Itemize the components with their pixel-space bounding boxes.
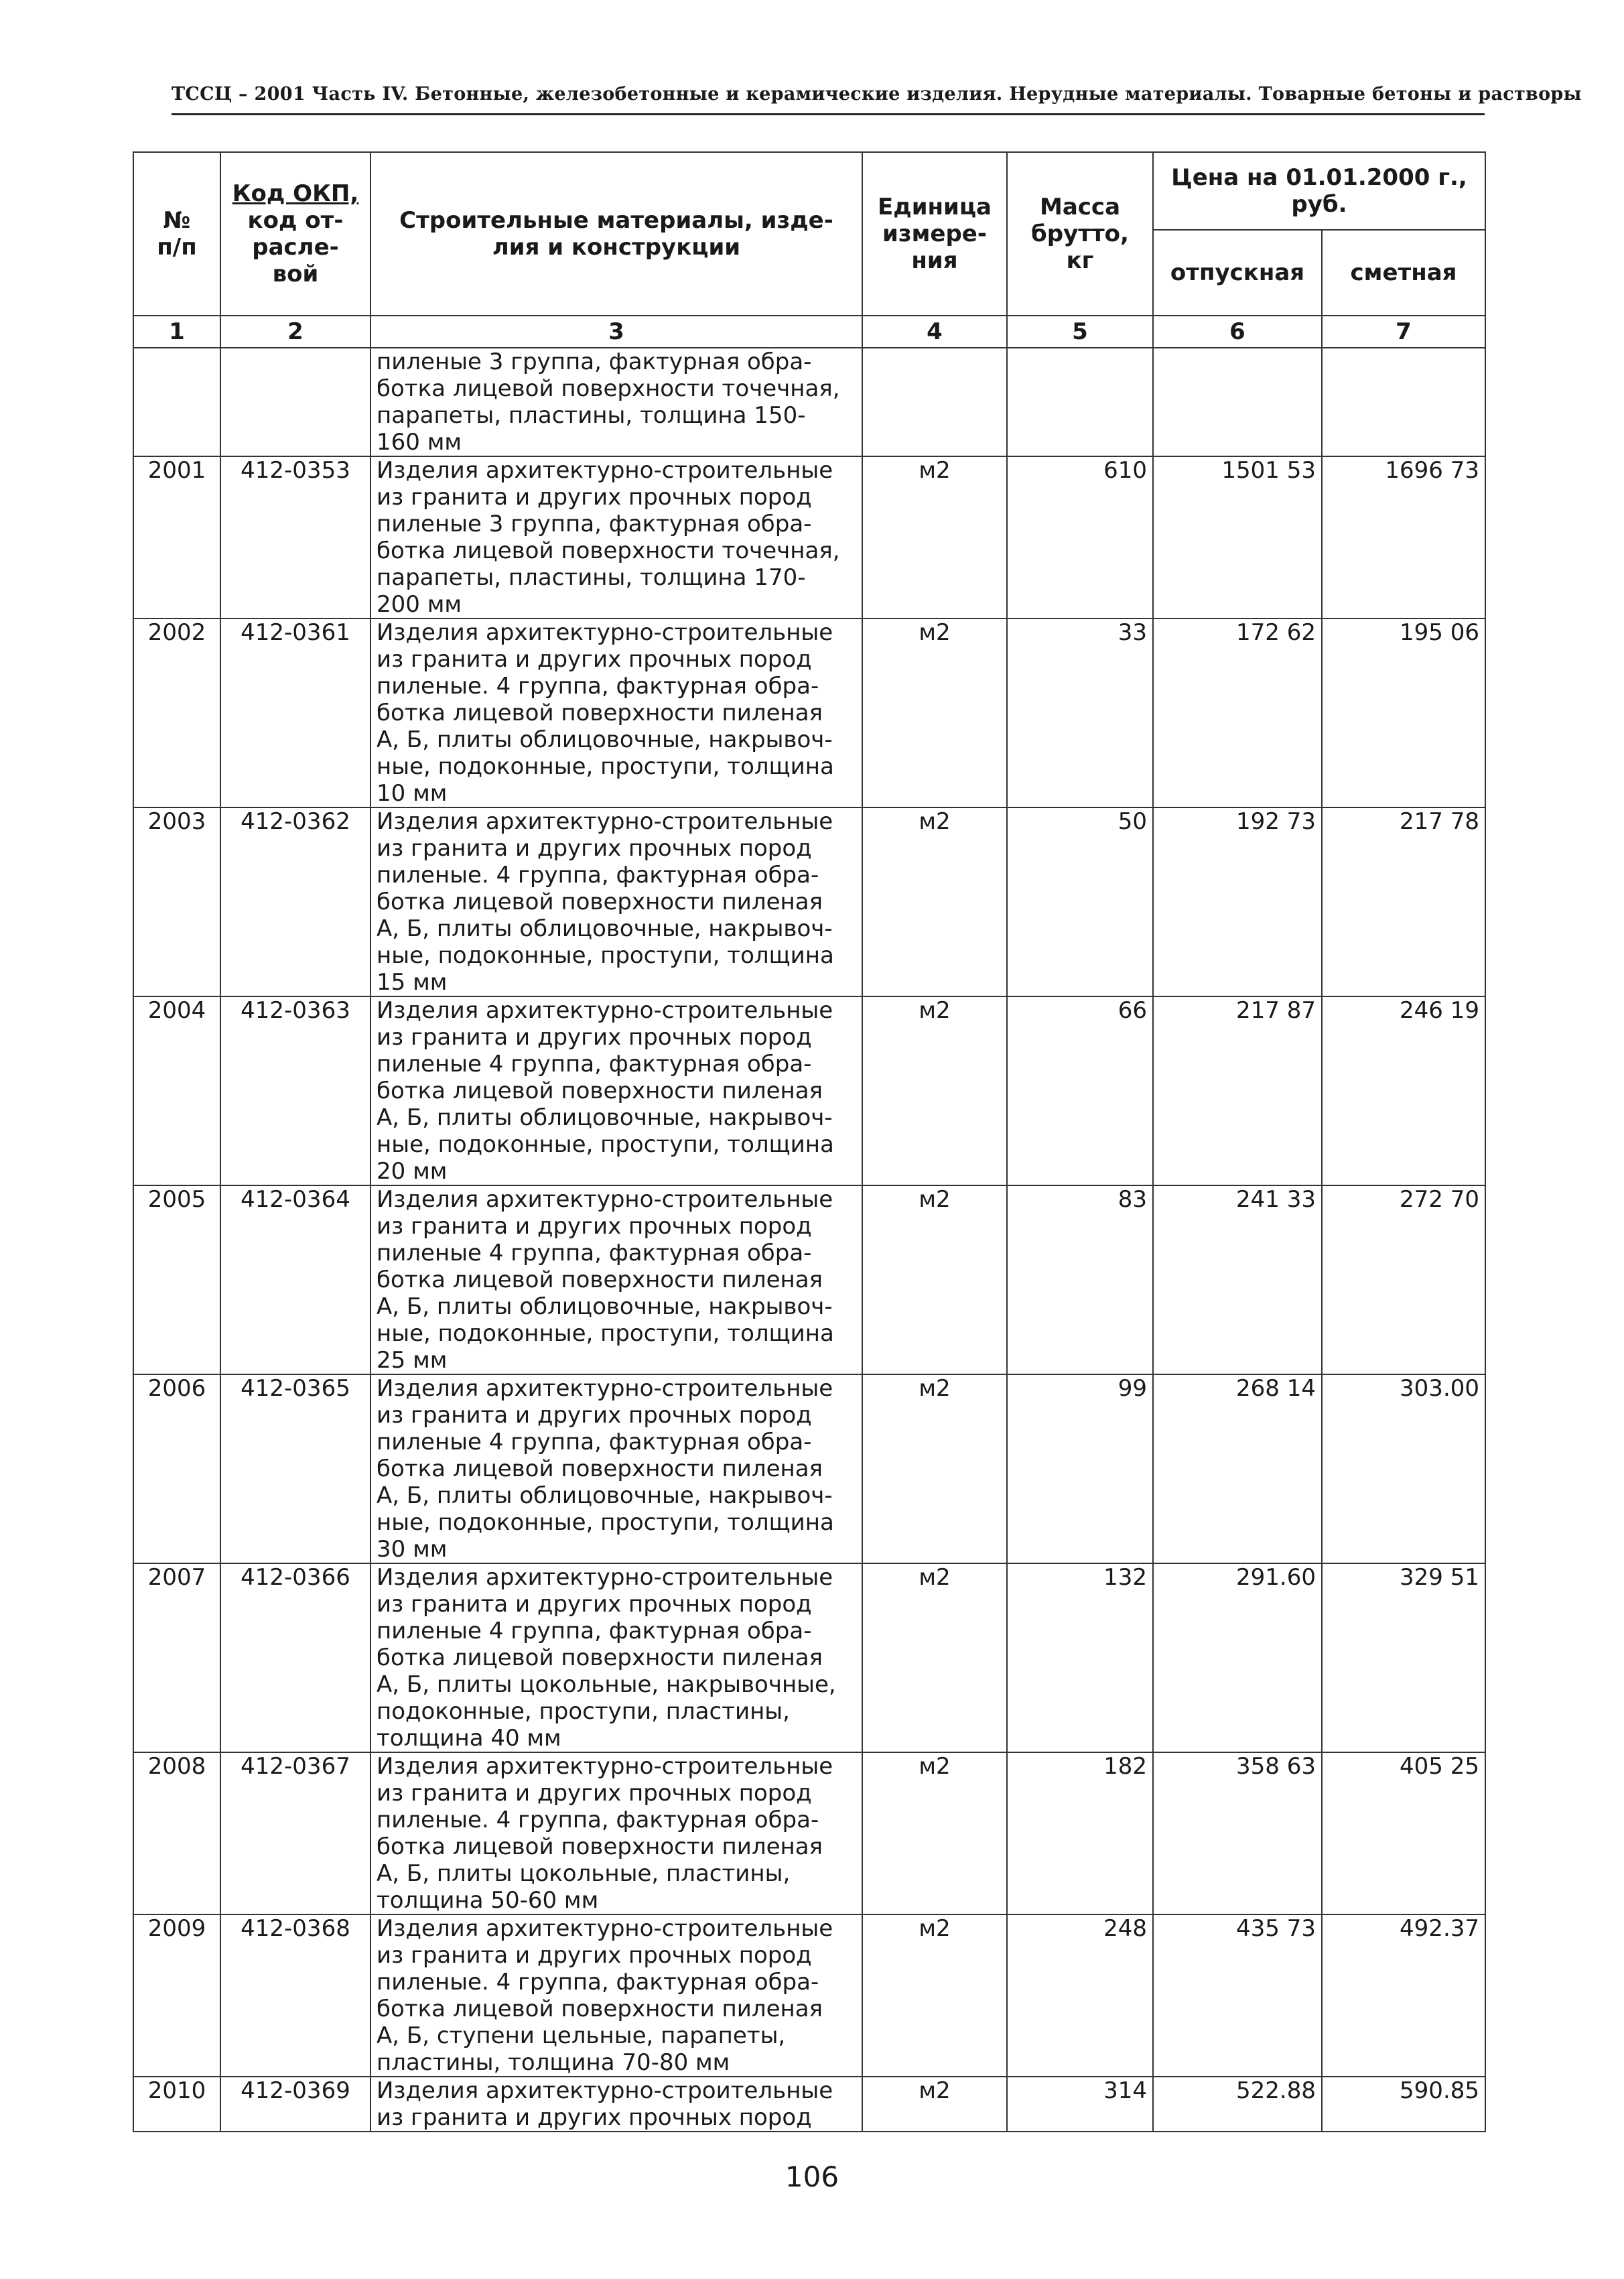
row-name <box>370 996 862 1185</box>
row-code: 412-0367 <box>220 1752 370 1914</box>
row-price-release: 522.88 <box>1153 2077 1322 2132</box>
row-code: 412-0361 <box>220 618 370 807</box>
row-name-line: пластины, толщина 70-80 мм <box>377 2049 730 2076</box>
table-body <box>133 348 1485 2132</box>
row-price-estimate: 272 70 <box>1322 1185 1485 1374</box>
row-name-line: А, Б, плиты цокольные, пластины, <box>377 1860 791 1887</box>
row-code: 412-0369 <box>220 2077 370 2132</box>
table-row <box>133 1752 1485 1914</box>
row-code: 412-0366 <box>220 1563 370 1752</box>
row-code: 412-0363 <box>220 996 370 1185</box>
header-divider <box>172 113 1485 115</box>
column-number: 2 <box>220 316 370 348</box>
header-price-release: отпускная <box>1153 230 1322 316</box>
row-name-line: ботка лицевой поверхности пиленая <box>377 889 823 915</box>
row-price-release: 435 73 <box>1153 1914 1322 2077</box>
row-name-line: ные, подоконные, проступи, толщина <box>377 753 834 780</box>
row-mass: 83 <box>1007 1185 1153 1374</box>
row-price-release: 291.60 <box>1153 1563 1322 1752</box>
row-mass: 132 <box>1007 1563 1153 1752</box>
row-price-estimate: 405 25 <box>1322 1752 1485 1914</box>
row-name <box>370 456 862 618</box>
row-name-line: ботка лицевой поверхности пиленая <box>377 1078 823 1104</box>
row-name-line: из гранита и других прочных пород <box>377 835 812 862</box>
row-name-line: ные, подоконные, проступи, толщина <box>377 942 834 969</box>
row-name-line: 25 мм <box>377 1347 448 1374</box>
row-name <box>370 1752 862 1914</box>
table-row <box>133 1914 1485 2077</box>
row-name-line: из гранита и других прочных пород <box>377 1942 812 1969</box>
row-name-line: из гранита и других прочных пород <box>377 646 812 673</box>
table-row <box>133 996 1485 1185</box>
row-name-line: ботка лицевой поверхности пиленая <box>377 1455 823 1482</box>
row-name <box>370 1185 862 1374</box>
row-name-line: ботка лицевой поверхности точечная, <box>377 537 840 564</box>
row-unit: м2 <box>862 618 1007 807</box>
column-number: 4 <box>862 316 1007 348</box>
row-name-line: Изделия архитектурно-строительные <box>377 1186 833 1213</box>
row-unit: м2 <box>862 1374 1007 1563</box>
row-name-line: из гранита и других прочных пород <box>377 2104 812 2131</box>
row-price-estimate <box>1322 348 1485 456</box>
header-price-estimate: сметная <box>1322 230 1485 316</box>
row-name-line: 10 мм <box>377 780 448 807</box>
row-price-estimate: 217 78 <box>1322 807 1485 996</box>
row-price-release: 268 14 <box>1153 1374 1322 1563</box>
row-mass: 248 <box>1007 1914 1153 2077</box>
row-mass: 99 <box>1007 1374 1153 1563</box>
row-mass: 50 <box>1007 807 1153 996</box>
row-name-line: ные, подоконные, проступи, толщина <box>377 1320 834 1347</box>
row-mass: 66 <box>1007 996 1153 1185</box>
row-name-line: ботка лицевой поверхности пиленая <box>377 1833 823 1860</box>
price-table <box>133 151 1486 2132</box>
header-code: Код ОКП, код от- расле- вой <box>220 152 370 316</box>
header-price-group: Цена на 01.01.2000 г., руб. <box>1153 152 1485 230</box>
row-code: 412-0353 <box>220 456 370 618</box>
row-name-line: пиленые 3 группа, фактурная обра- <box>377 511 812 537</box>
row-name-line: пиленые 4 группа, фактурная обра- <box>377 1240 812 1266</box>
row-name-line: А, Б, плиты облицовочные, накрывоч- <box>377 1104 833 1131</box>
row-name-line: пиленые. 4 группа, фактурная обра- <box>377 1807 819 1833</box>
row-name-line: Изделия архитектурно-строительные <box>377 997 833 1024</box>
row-price-release: 192 73 <box>1153 807 1322 996</box>
column-number: 7 <box>1322 316 1485 348</box>
row-name-line: А, Б, ступени цельные, парапеты, <box>377 2022 786 2049</box>
row-name-line: пиленые 4 группа, фактурная обра- <box>377 1429 812 1455</box>
row-price-release: 358 63 <box>1153 1752 1322 1914</box>
row-name-line: пиленые 4 группа, фактурная обра- <box>377 1051 812 1078</box>
column-number-row <box>133 316 1485 348</box>
row-number: 2001 <box>133 456 220 618</box>
row-number: 2004 <box>133 996 220 1185</box>
column-number: 6 <box>1153 316 1322 348</box>
header-number: № п/п <box>133 152 220 316</box>
row-name-line: ботка лицевой поверхности точечная, <box>377 375 840 402</box>
row-name-line: пиленые 3 группа, фактурная обра- <box>377 348 812 375</box>
row-name-line: 15 мм <box>377 969 448 996</box>
row-number: 2008 <box>133 1752 220 1914</box>
row-unit: м2 <box>862 1914 1007 2077</box>
row-name-line: ботка лицевой поверхности пиленая <box>377 1644 823 1671</box>
row-price-estimate: 195 06 <box>1322 618 1485 807</box>
row-name-line: толщина 50-60 мм <box>377 1887 599 1914</box>
row-number: 2003 <box>133 807 220 996</box>
row-name-line: 200 мм <box>377 591 462 618</box>
row-name-line: 20 мм <box>377 1158 448 1185</box>
row-mass: 33 <box>1007 618 1153 807</box>
header-name: Строительные материалы, изде- лия и конструкции <box>370 152 862 316</box>
row-name <box>370 348 862 456</box>
table-row <box>133 456 1485 618</box>
row-price-release <box>1153 348 1322 456</box>
row-code: 412-0362 <box>220 807 370 996</box>
row-number: 2006 <box>133 1374 220 1563</box>
row-price-release: 217 87 <box>1153 996 1322 1185</box>
row-name-line: ные, подоконные, проступи, толщина <box>377 1509 834 1536</box>
row-unit: м2 <box>862 1752 1007 1914</box>
table-row <box>133 1185 1485 1374</box>
row-unit: м2 <box>862 456 1007 618</box>
page-number: 106 <box>785 2160 839 2193</box>
header-mass: Масса брутто, кг <box>1007 152 1153 316</box>
row-unit: м2 <box>862 1185 1007 1374</box>
row-mass: 182 <box>1007 1752 1153 1914</box>
column-number: 3 <box>370 316 862 348</box>
row-name-line: Изделия архитектурно-строительные <box>377 457 833 484</box>
row-unit: м2 <box>862 1563 1007 1752</box>
table-row <box>133 348 1485 456</box>
table-row <box>133 618 1485 807</box>
row-price-estimate: 590.85 <box>1322 2077 1485 2132</box>
row-code: 412-0364 <box>220 1185 370 1374</box>
running-header: ТССЦ – 2001 Часть IV. Бетонные, железобетонные и керамические изделия. Нерудные материалы. Товарные бетоны и растворы <box>172 84 1582 105</box>
row-price-estimate: 246 19 <box>1322 996 1485 1185</box>
table-row <box>133 2077 1485 2132</box>
row-price-release: 241 33 <box>1153 1185 1322 1374</box>
row-name-line: из гранита и других прочных пород <box>377 1780 812 1807</box>
row-name-line: А, Б, плиты облицовочные, накрывоч- <box>377 1293 833 1320</box>
row-mass: 610 <box>1007 456 1153 618</box>
row-name-line: ботка лицевой поверхности пиленая <box>377 1996 823 2022</box>
row-name-line: Изделия архитектурно-строительные <box>377 1753 833 1780</box>
row-name <box>370 1374 862 1563</box>
row-name-line: 30 мм <box>377 1536 448 1563</box>
row-code: 412-0368 <box>220 1914 370 2077</box>
okp-code-link[interactable]: Код ОКП, <box>232 180 359 207</box>
row-name-line: Изделия архитектурно-строительные <box>377 619 833 646</box>
table-header-row <box>133 152 1485 230</box>
row-name-line: Изделия архитектурно-строительные <box>377 2077 833 2104</box>
row-name <box>370 1914 862 2077</box>
row-name-line: из гранита и других прочных пород <box>377 1591 812 1618</box>
column-number: 1 <box>133 316 220 348</box>
row-code: 412-0365 <box>220 1374 370 1563</box>
row-number: 2002 <box>133 618 220 807</box>
row-name-line: подоконные, проступи, пластины, <box>377 1698 790 1725</box>
row-name-line: пиленые. 4 группа, фактурная обра- <box>377 1969 819 1996</box>
row-mass: 314 <box>1007 2077 1153 2132</box>
table-row <box>133 807 1485 996</box>
row-price-release: 1501 53 <box>1153 456 1322 618</box>
table-row <box>133 1563 1485 1752</box>
row-number: 2009 <box>133 1914 220 2077</box>
row-name-line: ботка лицевой поверхности пиленая <box>377 1266 823 1293</box>
row-number: 2005 <box>133 1185 220 1374</box>
row-price-release: 172 62 <box>1153 618 1322 807</box>
row-name-line: пиленые. 4 группа, фактурная обра- <box>377 862 819 889</box>
row-code <box>220 348 370 456</box>
row-name-line: ные, подоконные, проступи, толщина <box>377 1131 834 1158</box>
row-mass <box>1007 348 1153 456</box>
row-price-estimate: 329 51 <box>1322 1563 1485 1752</box>
row-name <box>370 1563 862 1752</box>
column-number: 5 <box>1007 316 1153 348</box>
row-name-line: из гранита и других прочных пород <box>377 1213 812 1240</box>
row-number <box>133 348 220 456</box>
row-unit: м2 <box>862 807 1007 996</box>
row-name-line: А, Б, плиты облицовочные, накрывоч- <box>377 726 833 753</box>
row-name-line: Изделия архитектурно-строительные <box>377 1375 833 1402</box>
row-name-line: парапеты, пластины, толщина 170- <box>377 564 806 591</box>
row-name-line: Изделия архитектурно-строительные <box>377 1915 833 1942</box>
row-name-line: ботка лицевой поверхности пиленая <box>377 700 823 726</box>
row-name-line: Изделия архитектурно-строительные <box>377 1564 833 1591</box>
row-name-line: А, Б, плиты облицовочные, накрывоч- <box>377 1482 833 1509</box>
row-name <box>370 618 862 807</box>
row-name-line: 160 мм <box>377 429 462 456</box>
row-unit <box>862 348 1007 456</box>
row-name-line: парапеты, пластины, толщина 150- <box>377 402 806 429</box>
row-name-line: из гранита и других прочных пород <box>377 1402 812 1429</box>
row-price-estimate: 492.37 <box>1322 1914 1485 2077</box>
row-name-line: толщина 40 мм <box>377 1725 561 1752</box>
row-price-estimate: 303.00 <box>1322 1374 1485 1563</box>
row-number: 2007 <box>133 1563 220 1752</box>
header-unit: Единица измере- ния <box>862 152 1007 316</box>
row-name <box>370 807 862 996</box>
row-name-line: пиленые 4 группа, фактурная обра- <box>377 1618 812 1644</box>
row-unit: м2 <box>862 2077 1007 2132</box>
row-unit: м2 <box>862 996 1007 1185</box>
row-name-line: из гранита и других прочных пород <box>377 1024 812 1051</box>
row-name-line: пиленые. 4 группа, фактурная обра- <box>377 673 819 700</box>
row-name-line: А, Б, плиты цокольные, накрывочные, <box>377 1671 836 1698</box>
row-name-line: Изделия архитектурно-строительные <box>377 808 833 835</box>
row-name <box>370 2077 862 2132</box>
row-price-estimate: 1696 73 <box>1322 456 1485 618</box>
row-number: 2010 <box>133 2077 220 2132</box>
row-name-line: А, Б, плиты облицовочные, накрывоч- <box>377 915 833 942</box>
row-name-line: из гранита и других прочных пород <box>377 484 812 511</box>
table-row <box>133 1374 1485 1563</box>
